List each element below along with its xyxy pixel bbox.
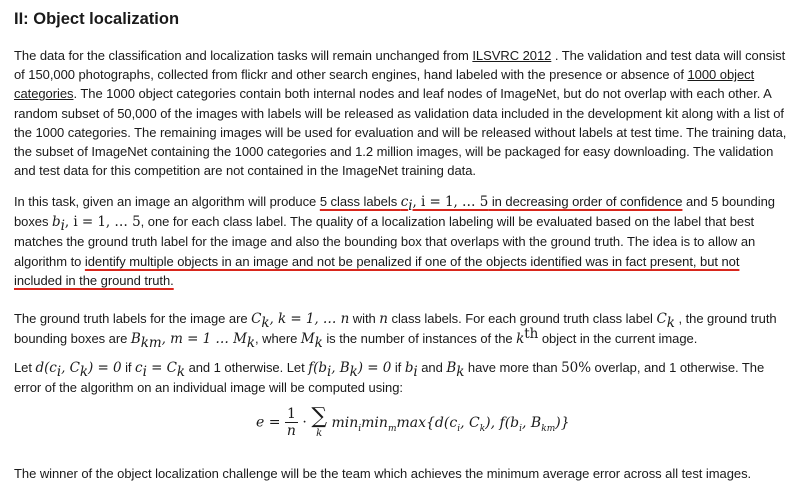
section-title: II: Object localization xyxy=(14,10,180,28)
paragraph-error-definition: Let $d(c_i$, $C_k) = 0$ if $c_i = C_k$ and 1 otherwise. Let $f(b_i$, $B_k) = 0$ if $b_i$ and $B_k$ have more than 50% overlap, and 1 otherwise. The error of the algorithm on an individual image will be computed using: xyxy=(14,360,765,396)
highlight-multiple-objects: identify multiple objects in an image and not be penalized if one of the objects identified was in fact present, but not included in the ground truth. xyxy=(14,253,740,288)
object-categories-link[interactable]: 1000 object categories xyxy=(14,67,755,102)
highlight-class-labels: 5 class labels $c_i$, i = 1, … 5 in decreasing order of confidence xyxy=(319,194,683,214)
paragraph-data-description: The data for the classification and localization tasks will remain unchanged from ILSVRC 2012 . The validation and test data will consist of 150,000 photographs, collected from flickr and other search engines, hand labeled with the presence or absence of 1000 object categories. The 1000 object categories contain both internal nodes and leaf nodes of ImageNet, but do not overlap with each other. A random subset of 50,000 of the images with labels will be released as validation data included in the development kit along with a list of the 1000 categories. The remaining images will be used for evaluation and will be released without labels at test time. The training data, the subset of ImageNet containing the 1000 categories and 1.2 million images, will be packaged for easy downloading. The validation and test data for this competition are not contained in the ImageNet training data. xyxy=(14,48,787,179)
ilsvrc-2012-link[interactable]: ILSVRC 2012 xyxy=(472,48,552,63)
paragraph-ground-truth: The ground truth labels for the image are $C_k$, k = 1, … n with n class labels. For each ground truth class label $C_k$ , the ground truth bounding boxes are $B_{km}$, m = 1 … $M_k$, where $M_k$ is the number of instances of the $k^{th}$ object in the current image. xyxy=(14,311,777,351)
error-equation: e = $\frac{1}{n}$ · ∑ k $\min_i\min_m\max\{d(c_i$, $C_k$), $f(b_i$, $B_{km}$)} xyxy=(256,404,570,439)
paragraph-winner: The winner of the object localization challenge will be the team which achieves the minimum average error across all test images. xyxy=(14,466,752,481)
paragraph-task-description: In this task, given an image an algorithm will produce 5 class labels $c_i$, i = 1, … 5 in decreasing order of confidence and 5 bounding boxes $b_i$, i = 1, … 5, one for each class label. The quality of a localization labeling will be evaluated based on the label that best matches the ground truth label for the image and also the bounding box that overlaps with the ground truth. The idea is to allow an algorithm to identify multiple objects in an image and not be penalized if one of the objects identified was in fact present, but not included in the ground truth. xyxy=(14,194,775,288)
document-page xyxy=(14,8,790,481)
